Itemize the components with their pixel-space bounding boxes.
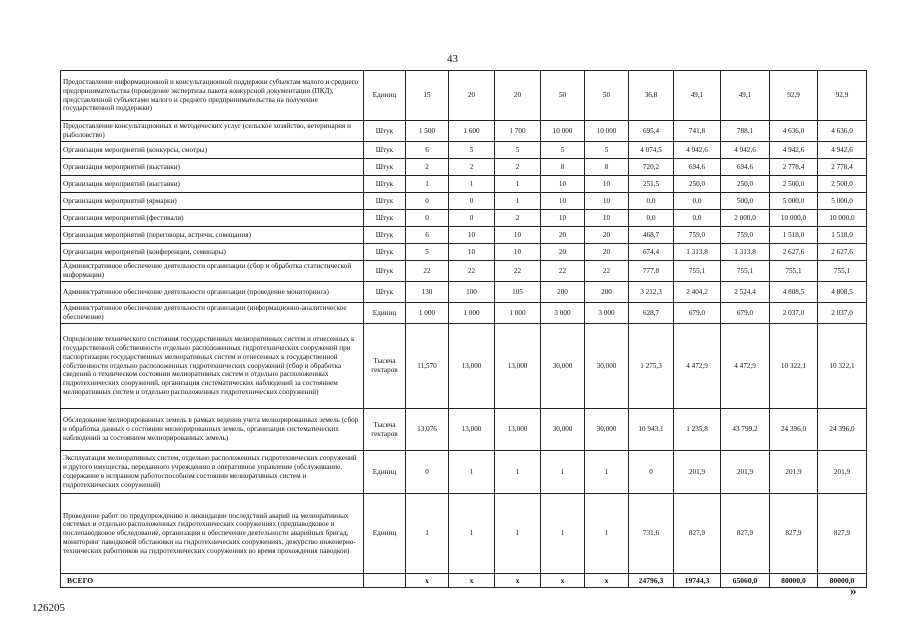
row-unit: Единиц: [364, 451, 406, 494]
row-value: 1 235,8: [674, 409, 721, 451]
row-value: 10: [541, 210, 585, 227]
row-value: 755,1: [818, 261, 867, 282]
row-name: Предоставление консультационных и методических услуг (сельское хозяйство, ветеринария и рыболовство): [61, 121, 364, 142]
row-value: 10: [495, 244, 541, 261]
row-value: 3 212,3: [629, 282, 674, 303]
row-value: 1 600: [449, 121, 495, 142]
total-value: 24796,3: [629, 574, 674, 588]
table-row: [61, 409, 867, 451]
row-value: 2 627,6: [770, 244, 818, 261]
row-value: 2 524,4: [721, 282, 770, 303]
total-value: х: [585, 574, 629, 588]
row-value: 4 472,9: [721, 324, 770, 409]
table-row: [61, 451, 867, 494]
row-value: 22: [585, 261, 629, 282]
row-value: 2 778,4: [770, 159, 818, 176]
row-value: 10: [585, 210, 629, 227]
row-value: 694,6: [721, 159, 770, 176]
row-value: 1: [406, 494, 449, 574]
row-value: 0: [449, 193, 495, 210]
total-value: 19744,3: [674, 574, 721, 588]
row-value: 1 275,3: [629, 324, 674, 409]
row-value: 30,000: [585, 324, 629, 409]
row-unit: Единиц: [364, 494, 406, 574]
table-row: [61, 303, 867, 324]
row-value: 11,570: [406, 324, 449, 409]
table-row: [61, 244, 867, 261]
row-name: Организация мероприятий (переговоры, встречи, совещания): [61, 227, 364, 244]
row-value: 731,6: [629, 494, 674, 574]
row-value: 679,0: [674, 303, 721, 324]
row-value: 755,1: [770, 261, 818, 282]
row-value: 1: [449, 451, 495, 494]
row-value: 3 000: [585, 303, 629, 324]
row-value: 827,9: [770, 494, 818, 574]
row-value: 10: [495, 227, 541, 244]
row-value: 720,2: [629, 159, 674, 176]
row-value: 2 037,0: [818, 303, 867, 324]
row-value: 10 322,1: [818, 324, 867, 409]
row-value: 2 500,0: [770, 176, 818, 193]
row-value: 788,1: [721, 121, 770, 142]
table-row: [61, 210, 867, 227]
table-row: [61, 71, 867, 121]
row-value: 10: [585, 193, 629, 210]
total-value: х: [541, 574, 585, 588]
table-row: [61, 324, 867, 409]
row-value: 5: [495, 142, 541, 159]
row-value: 5 000,0: [818, 193, 867, 210]
row-value: 3 000: [541, 303, 585, 324]
row-value: 5: [585, 142, 629, 159]
total-value: х: [406, 574, 449, 588]
row-value: 827,9: [674, 494, 721, 574]
row-unit: Единиц: [364, 303, 406, 324]
row-value: 0: [629, 451, 674, 494]
row-value: 8: [585, 159, 629, 176]
row-value: 0: [449, 210, 495, 227]
row-value: 777,8: [629, 261, 674, 282]
row-unit: Штук: [364, 227, 406, 244]
row-value: 20: [449, 71, 495, 121]
row-value: 1: [585, 451, 629, 494]
row-value: 500,0: [721, 193, 770, 210]
row-value: 468,7: [629, 227, 674, 244]
table-row: [61, 494, 867, 574]
row-value: 0: [406, 210, 449, 227]
row-name: Организация мероприятий (конкурсы, смотры): [61, 142, 364, 159]
total-value: 80000,0: [770, 574, 818, 588]
row-value: 1 000: [495, 303, 541, 324]
row-unit: Штук: [364, 193, 406, 210]
total-row: [61, 574, 867, 588]
row-value: 20: [585, 227, 629, 244]
row-value: 4 636,0: [818, 121, 867, 142]
row-value: 24 396,0: [770, 409, 818, 451]
row-value: 10 322,1: [770, 324, 818, 409]
row-name: Предоставление информационной и консультационной поддержки субъектам малого и среднего предпринимательства (проведение экспертизы пакета конкурсной документации (ПКД), представленной субъектами малого и среднего предпринимательства на получение государственной поддержки): [61, 71, 364, 121]
row-value: 13,000: [449, 409, 495, 451]
row-value: 130: [406, 282, 449, 303]
row-value: 24 396,0: [818, 409, 867, 451]
row-name: Административное обеспечение деятельности организации (информационно-аналитическое обеспечение): [61, 303, 364, 324]
row-value: 6: [406, 142, 449, 159]
row-unit: Штук: [364, 261, 406, 282]
continuation-mark: »: [850, 583, 857, 598]
row-value: 250,0: [721, 176, 770, 193]
row-value: 1: [495, 451, 541, 494]
row-value: 5: [406, 244, 449, 261]
row-value: 695,4: [629, 121, 674, 142]
row-value: 1 313,8: [721, 244, 770, 261]
row-value: 1: [585, 494, 629, 574]
row-name: Определение технического состояния государственных мелиоративных систем и отнесенных к государственной собственности отдельно расположенных гидротехнических сооружений при паспортизации государственных мелиоративных систем и отнесенных к государственной собственности отдельно расположенных гидротехнических сооружений (сбор и обработка сведений о техническом состоянии мелиоративных систем и отдельно расположенных гидротехнических сооружений, организация систематических наблюдений за состоянием мелиоративных систем и отдельно расположенных гидротехнических сооружений): [61, 324, 364, 409]
row-value: 10: [585, 176, 629, 193]
row-value: 201,9: [818, 451, 867, 494]
row-value: 827,9: [721, 494, 770, 574]
row-value: 36,8: [629, 71, 674, 121]
row-value: 30,000: [585, 409, 629, 451]
row-value: 4 942,6: [674, 142, 721, 159]
row-value: 13,000: [495, 324, 541, 409]
row-value: 10 000,0: [770, 210, 818, 227]
row-value: 10 943,1: [629, 409, 674, 451]
row-value: 2: [495, 159, 541, 176]
row-value: 2 404,2: [674, 282, 721, 303]
row-value: 1: [541, 451, 585, 494]
row-value: 201,9: [721, 451, 770, 494]
row-value: 6: [406, 227, 449, 244]
row-value: 0,0: [674, 210, 721, 227]
row-value: 759,0: [674, 227, 721, 244]
row-value: 1 000: [406, 303, 449, 324]
total-label: ВСЕГО: [61, 574, 364, 588]
row-value: 755,1: [721, 261, 770, 282]
row-value: 5 000,0: [770, 193, 818, 210]
row-value: 15: [406, 71, 449, 121]
row-value: 50: [541, 71, 585, 121]
row-unit: Штук: [364, 210, 406, 227]
row-value: 10 000: [585, 121, 629, 142]
row-unit: Штук: [364, 282, 406, 303]
row-value: 1 313,8: [674, 244, 721, 261]
row-value: 10: [541, 176, 585, 193]
row-value: 22: [406, 261, 449, 282]
row-value: 2 000,0: [721, 210, 770, 227]
row-name: Проведение работ по предупреждению и ликвидации последствий аварий на мелиоративных системах и отдельно расположенных гидротехнических сооружениях (предпаводковое и послепаводковое обследование, организация и обеспечение деятельности аварийных бригад, мониторинг паводковой обстановки на гидротехнических сооружениях, дежурство инженерно-технических работников на гидротехнических сооружениях во время прохождения паводков): [61, 494, 364, 574]
row-value: 13,000: [495, 409, 541, 451]
row-name: Организация мероприятий (выставки): [61, 159, 364, 176]
row-unit: Тысяча гектаров: [364, 409, 406, 451]
row-value: 1: [541, 494, 585, 574]
row-value: 694,6: [674, 159, 721, 176]
row-name: Организация мероприятий (выставки): [61, 176, 364, 193]
row-value: 1: [495, 494, 541, 574]
row-value: 1: [495, 193, 541, 210]
row-value: 201,9: [770, 451, 818, 494]
row-value: 10: [541, 193, 585, 210]
row-name: Организация мероприятий (фестивали): [61, 210, 364, 227]
table-row: [61, 121, 867, 142]
row-value: 2 500,0: [818, 176, 867, 193]
row-value: 4 074,5: [629, 142, 674, 159]
total-value: 80000,0: [818, 574, 867, 588]
row-value: 100: [449, 282, 495, 303]
row-name: Эксплуатация мелиоративных систем, отдельно расположенных гидротехнических сооружений и другого имущества, переданного учреждению в оперативное управление (обслуживание, содержание в исправном работоспособном состоянии мелиоративных систем и гидротехнических сооружений): [61, 451, 364, 494]
row-value: 50: [585, 71, 629, 121]
row-value: 1: [495, 176, 541, 193]
row-unit: Штук: [364, 176, 406, 193]
row-value: 2: [495, 210, 541, 227]
table-row: [61, 282, 867, 303]
row-value: 49,1: [721, 71, 770, 121]
row-value: 22: [541, 261, 585, 282]
table-row: [61, 261, 867, 282]
row-value: 201,9: [674, 451, 721, 494]
row-value: 20: [585, 244, 629, 261]
row-name: Обследование мелиорированных земель в рамках ведения учета мелиорированных земель (сбор и обработка данных о состоянии мелиорированных земель, организация систематических наблюдений за состоянием мелиорированных земель): [61, 409, 364, 451]
row-value: 5: [449, 142, 495, 159]
row-value: 2: [406, 159, 449, 176]
row-value: 5: [541, 142, 585, 159]
row-value: 22: [495, 261, 541, 282]
row-name: Административное обеспечение деятельности организации (сбор и обработка статистической информации): [61, 261, 364, 282]
row-value: 10 000,0: [818, 210, 867, 227]
row-value: 2 778,4: [818, 159, 867, 176]
row-value: 1: [406, 176, 449, 193]
row-value: 10: [449, 227, 495, 244]
table-row: [61, 193, 867, 210]
row-value: 4 808,5: [818, 282, 867, 303]
row-value: 10: [449, 244, 495, 261]
row-value: 827,9: [818, 494, 867, 574]
row-value: 200: [541, 282, 585, 303]
total-unit-empty: [364, 574, 406, 588]
row-value: 251,5: [629, 176, 674, 193]
row-value: 741,8: [674, 121, 721, 142]
row-value: 674,4: [629, 244, 674, 261]
row-value: 13,000: [449, 324, 495, 409]
page-number: 43: [447, 53, 458, 65]
row-value: 755,1: [674, 261, 721, 282]
row-unit: Штук: [364, 121, 406, 142]
row-value: 2 627,6: [818, 244, 867, 261]
row-value: 49,1: [674, 71, 721, 121]
total-value: х: [495, 574, 541, 588]
row-value: 1 518,0: [818, 227, 867, 244]
row-name: Административное обеспечение деятельности организации (проведение мониторинга): [61, 282, 364, 303]
row-value: 30,000: [541, 324, 585, 409]
row-unit: Штук: [364, 244, 406, 261]
table-row: [61, 176, 867, 193]
row-value: 10 000: [541, 121, 585, 142]
table-row: [61, 142, 867, 159]
row-value: 30,000: [541, 409, 585, 451]
row-value: 628,7: [629, 303, 674, 324]
row-value: 4 636,0: [770, 121, 818, 142]
row-unit: Штук: [364, 159, 406, 176]
row-value: 0: [406, 193, 449, 210]
row-value: 2 037,0: [770, 303, 818, 324]
row-value: 20: [541, 244, 585, 261]
row-value: 4 472,9: [674, 324, 721, 409]
row-unit: Штук: [364, 142, 406, 159]
table-row: [61, 159, 867, 176]
total-value: х: [449, 574, 495, 588]
row-value: 4 942,6: [721, 142, 770, 159]
row-value: 105: [495, 282, 541, 303]
row-value: 4 808,5: [770, 282, 818, 303]
row-value: 1 518,0: [770, 227, 818, 244]
total-value: 65060,0: [721, 574, 770, 588]
row-value: 20: [541, 227, 585, 244]
row-value: 1: [449, 494, 495, 574]
row-value: 0,0: [629, 210, 674, 227]
row-value: 200: [585, 282, 629, 303]
row-value: 22: [449, 261, 495, 282]
document-code: 126205: [32, 602, 65, 614]
row-value: 2: [449, 159, 495, 176]
row-value: 4 942,6: [770, 142, 818, 159]
row-value: 92,9: [818, 71, 867, 121]
row-value: 0,0: [674, 193, 721, 210]
row-name: Организация мероприятий (конференции, семинары): [61, 244, 364, 261]
data-table: [60, 70, 867, 588]
row-value: 759,0: [721, 227, 770, 244]
row-value: 8: [541, 159, 585, 176]
row-name: Организация мероприятий (ярмарки): [61, 193, 364, 210]
row-value: 1 000: [449, 303, 495, 324]
row-value: 1 500: [406, 121, 449, 142]
row-value: 92,9: [770, 71, 818, 121]
row-value: 13,076: [406, 409, 449, 451]
row-value: 0: [406, 451, 449, 494]
row-value: 1: [449, 176, 495, 193]
row-value: 250,0: [674, 176, 721, 193]
row-unit: Единиц: [364, 71, 406, 121]
row-value: 4 942,6: [818, 142, 867, 159]
row-value: 0,0: [629, 193, 674, 210]
row-value: 1 700: [495, 121, 541, 142]
row-value: 43 799,2: [721, 409, 770, 451]
table-row: [61, 227, 867, 244]
row-value: 679,0: [721, 303, 770, 324]
row-unit: Тысяча гектаров: [364, 324, 406, 409]
row-value: 20: [495, 71, 541, 121]
